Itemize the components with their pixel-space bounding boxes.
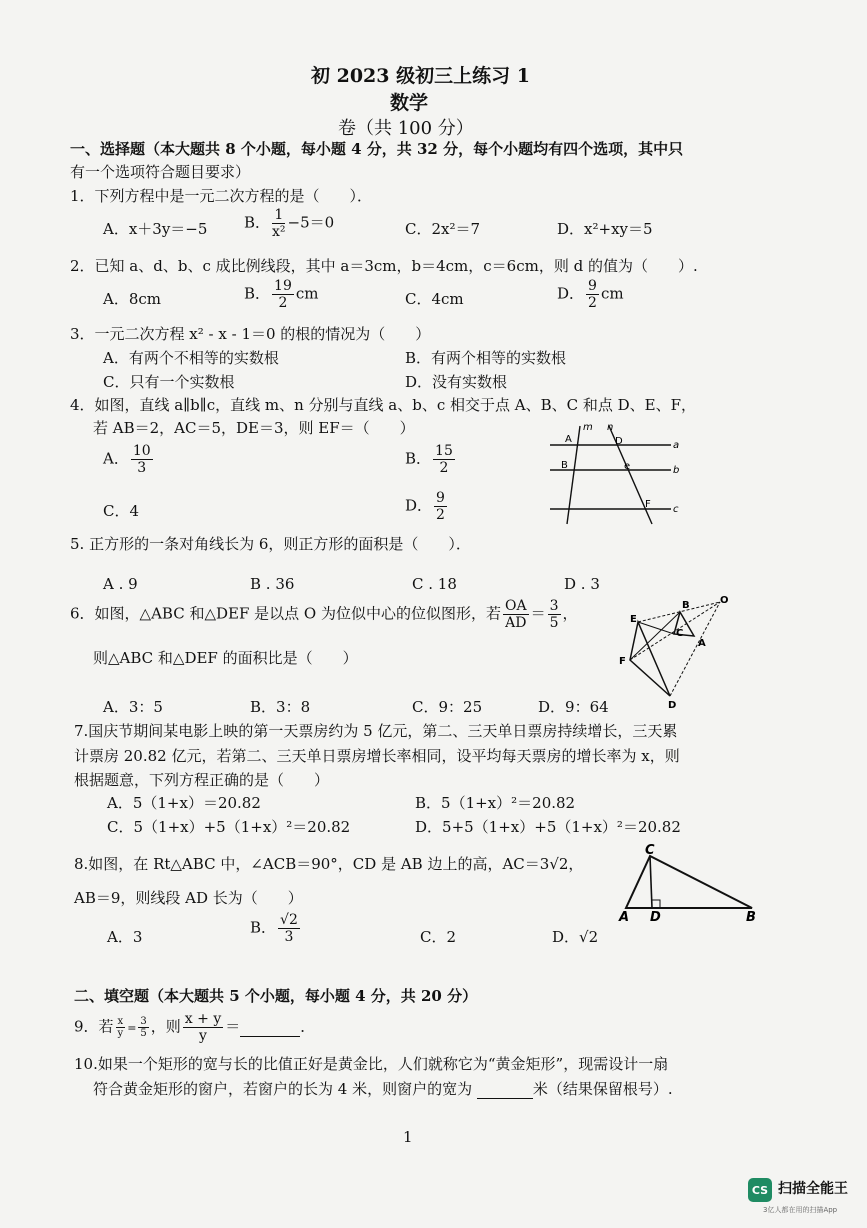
q7-option-a: A．5（1+x）＝20.82	[107, 794, 261, 812]
question-8-stem-cont: AB＝9，则线段 AD 长为（ ）	[74, 889, 303, 907]
q1-option-b: B． $\frac{1}{\text{x²}}$ −5＝0	[244, 207, 335, 240]
section-heading: 一、选择题（本大题共 8 个小题，每小题 4 分，共 32 分，每个小题均有四个选项，其中只	[70, 140, 684, 158]
q6-option-c: C．9：25	[412, 698, 483, 716]
q3-option-d: D．没有实数根	[405, 373, 508, 391]
q4-option-d: D． $\frac{9}{2}$	[405, 490, 445, 523]
question-4-stem-cont: 若 AB＝2，AC＝5，DE＝3，则 EF＝（ ）	[93, 419, 415, 437]
label-m: m	[583, 422, 593, 433]
question-6-stem: 6．如图，△ABC 和△DEF 是以点 O 为位似中心的位似图形，若 $\frac{OA}{AD}$ ＝ $\frac{3}{5}$ ，	[70, 598, 578, 631]
label-F: F	[619, 656, 626, 667]
q7-option-c: C．5（1+x）+5（1+x）²＝20.82	[107, 818, 351, 836]
q7-option-b: B．5（1+x）²＝20.82	[415, 794, 576, 812]
q5-option-b: B . 36	[250, 575, 295, 593]
label-c: c	[673, 504, 679, 515]
paper-title: 卷（共 100 分）	[338, 118, 474, 139]
answer-blank	[477, 1080, 533, 1099]
label-B: B	[682, 600, 690, 611]
label-B: B	[746, 910, 756, 924]
fraction: $\frac{10}{3}$	[132, 443, 151, 476]
fraction: $\frac{9}{2}$	[588, 278, 597, 311]
q2-option-d: D． $\frac{9}{2}$ cm	[557, 278, 624, 311]
label-C: C	[645, 843, 655, 858]
question-6-stem-cont: 则△ABC 和△DEF 的面积比是（ ）	[93, 649, 358, 667]
fraction: $\frac{x + y}{y}$	[184, 1011, 222, 1044]
label-C: C	[676, 628, 684, 639]
question-1-stem: 1．下列方程中是一元二次方程的是（ ）．	[70, 187, 373, 205]
question-2-stem: 2．已知 a、d、b、c 成比例线段，其中 a＝3cm，b＝4cm，c＝6cm，则 d 的值为（ ）.	[70, 257, 698, 275]
fraction: $\frac{1}{\text{x²}}$	[272, 207, 286, 240]
q8-option-b: B． $\frac{√2}{3}$	[250, 912, 298, 945]
q5-option-a: A . 9	[103, 575, 138, 593]
watermark-tagline: 3亿人都在用的扫描App	[763, 1206, 838, 1214]
section-heading-cont: 有一个选项符合题目要求）	[70, 163, 251, 181]
label-a: a	[673, 440, 680, 451]
q2-option-b: B． $\frac{19}{2}$ cm	[244, 278, 319, 311]
label-b: b	[673, 465, 680, 476]
q8-option-a: A．3	[107, 928, 143, 946]
label-A: A	[619, 910, 630, 924]
label-D: D	[650, 910, 661, 924]
q4-option-b: B． $\frac{15}{2}$	[405, 443, 453, 476]
label-A: A	[698, 638, 706, 649]
q7-option-d: D．5+5（1+x）+5（1+x）²＝20.82	[415, 818, 681, 836]
q6-option-a: A．3：5	[103, 698, 163, 716]
label-D: D	[668, 700, 677, 711]
question-4-stem: 4．如图，直线 a∥b∥c，直线 m、n 分别与直线 a、b、c 相交于点 A、B、C 和点 D、E、F，	[70, 396, 697, 414]
label-F: F	[645, 499, 651, 510]
fraction: $\frac{19}{2}$	[274, 278, 292, 311]
fraction: $\frac{x}{y}$	[117, 1016, 124, 1039]
question-3-stem: 3．一元二次方程 x² - x - 1＝0 的根的情况为（ ）	[70, 325, 431, 343]
fraction: $\frac{15}{2}$	[435, 443, 453, 476]
answer-blank	[240, 1018, 300, 1037]
q8-option-c: C．2	[420, 928, 457, 946]
q6-option-d: D．9：64	[538, 698, 609, 716]
fraction: $\frac{3}{5}$	[549, 598, 559, 631]
q3-option-a: A．有两个不相等的实数根	[103, 349, 279, 367]
fraction: $\frac{9}{2}$	[436, 490, 445, 523]
q4-option-a: A． $\frac{10}{3}$	[103, 443, 151, 476]
page-number: 1	[403, 1128, 413, 1146]
q5-option-d: D . 3	[564, 575, 600, 593]
fraction: $\frac{3}{5}$	[140, 1016, 147, 1039]
question-10-stem: 10.如果一个矩形的宽与长的比值正好是黄金比，人们就称它为“黄金矩形”，现需设计一扇	[74, 1055, 669, 1073]
watermark-brand: 扫描全能王	[778, 1181, 848, 1197]
q3-option-c: C．只有一个实数根	[103, 373, 235, 391]
question-9: 9．若 $\frac{x}{y}$ = $\frac{3}{5}$ ，则 $\frac{x + y}{y}$ ＝ ．	[74, 1011, 316, 1044]
q1-option-c: C．2x²＝7	[405, 220, 481, 238]
question-10-stem-cont: 符合黄金矩形的窗户，若窗户的长为 4 米，则窗户的宽为 米（结果保留根号）.	[93, 1080, 673, 1098]
q4-option-c: C．4	[103, 502, 140, 520]
q2-option-c: C．4cm	[405, 290, 464, 308]
camscanner-logo-icon: CS	[748, 1178, 772, 1202]
q1-option-a: A．x＋3y＝−5	[103, 220, 208, 238]
question-7-stem-cont: 计票房 20.82 亿元，若第二、三天单日票房增长率相同，设平均每天票房的增长率为 x，则	[74, 747, 680, 765]
label-O: O	[720, 595, 729, 606]
page-title: 初 2023 级初三上练习 1	[311, 65, 530, 87]
fraction: $\frac{OA}{AD}$	[504, 598, 527, 631]
q3-option-b: B．有两个相等的实数根	[405, 349, 567, 367]
section-2-heading: 二、填空题（本大题共 5 个小题，每小题 4 分，共 20 分）	[74, 987, 478, 1005]
parallel-lines-figure	[545, 418, 690, 528]
label-B: B	[561, 460, 568, 471]
label-E: E	[630, 614, 637, 625]
q1-option-d: D．x²+xy＝5	[557, 220, 653, 238]
label-D: D	[615, 436, 623, 447]
question-5-stem: 5. 正方形的一条对角线长为 6，则正方形的面积是（ ）．	[70, 535, 471, 553]
label-E: e	[624, 461, 631, 472]
q8-option-d: D．√2	[552, 928, 599, 946]
homothety-figure	[612, 590, 742, 712]
label-n: n	[607, 422, 614, 433]
q6-option-b: B．3：8	[250, 698, 311, 716]
question-7-stem-cont2: 根据题意，下列方程正确的是（ ）	[74, 771, 330, 789]
label-A: A	[565, 434, 572, 445]
question-7-stem: 7.国庆节期间某电影上映的第一天票房约为 5 亿元，第二、三天单日票房持续增长，三天累	[74, 722, 678, 740]
q5-option-c: C . 18	[412, 575, 457, 593]
fraction: $\frac{√2}{3}$	[280, 912, 298, 945]
subject-title: 数学	[390, 92, 429, 114]
q2-option-a: A．8cm	[103, 290, 162, 308]
right-triangle-figure	[612, 842, 762, 924]
question-8-stem: 8.如图，在 Rt△ABC 中，∠ACB＝90°，CD 是 AB 边上的高，AC＝3√2，	[74, 855, 584, 873]
